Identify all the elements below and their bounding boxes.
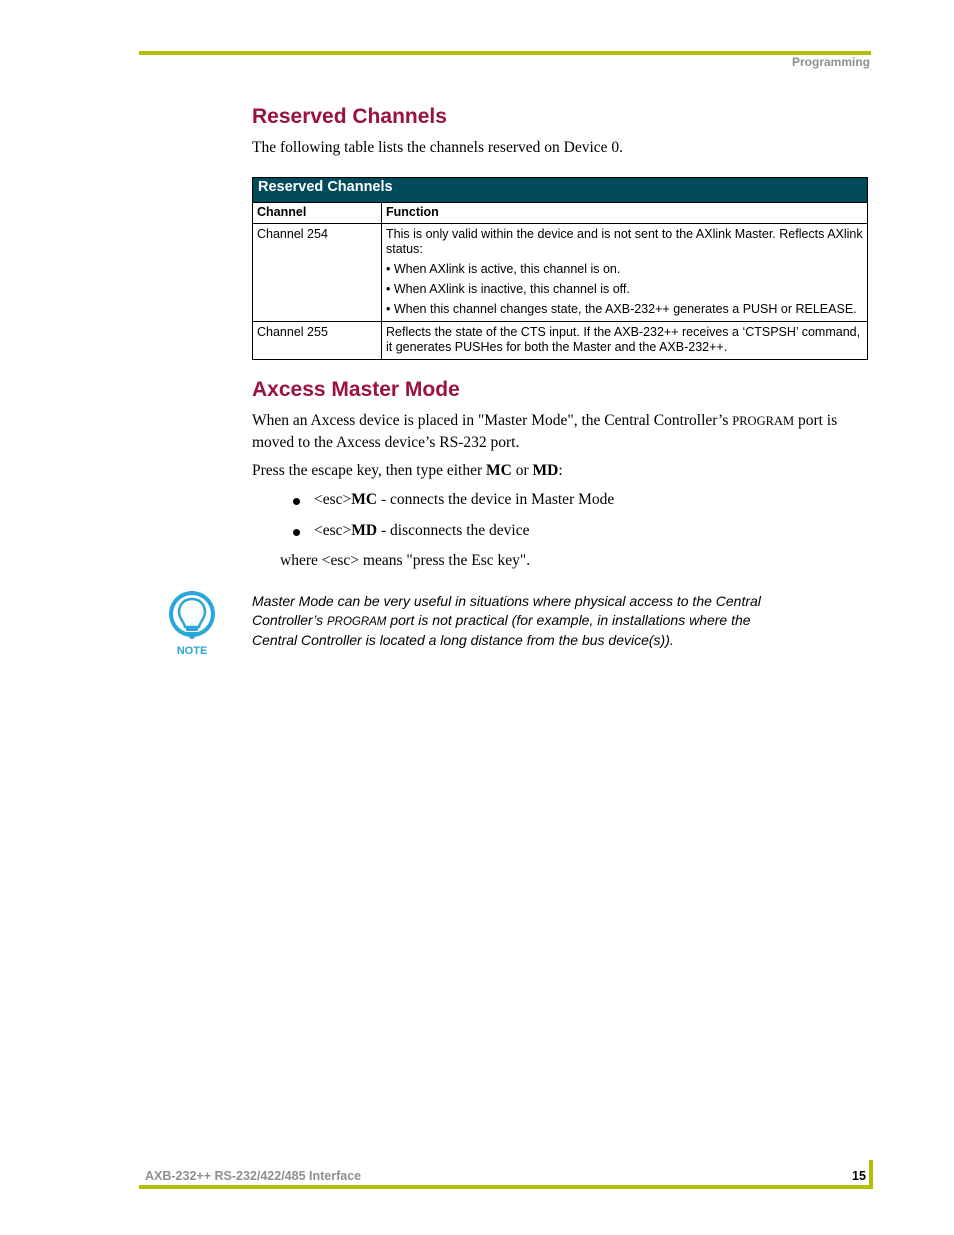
function-cell — [382, 224, 868, 322]
header-rule — [139, 51, 871, 55]
column-header-channel: Channel — [253, 203, 382, 224]
md-command: MD — [532, 462, 559, 479]
program-port-smallcaps: PROGRAM — [732, 414, 795, 428]
reserved-channels-heading: Reserved Channels — [252, 105, 447, 128]
function-text: This is only valid within the device and is not sent to the AXlink Master. Reflects AXlink status: — [386, 227, 863, 256]
channel-cell: Channel 254 — [253, 224, 382, 322]
esc-prefix: <esc> — [314, 491, 352, 508]
mc-command: MC — [486, 462, 512, 479]
paragraph-text: : — [558, 462, 563, 479]
paragraph-text: or — [511, 462, 533, 479]
reserved-intro: The following table lists the channels reserved on Device 0. — [252, 139, 624, 156]
command-code: MC — [351, 491, 378, 508]
esc-prefix: <esc> — [314, 522, 352, 539]
master-mode-paragraph — [252, 410, 862, 454]
list-item-text — [314, 522, 529, 540]
function-bullet: • When AXlink is inactive, this channel is off. — [386, 282, 630, 296]
page-number: 15 — [852, 1169, 866, 1183]
note-text — [252, 592, 792, 650]
footer-document-title: AXB-232++ RS-232/422/485 Interface — [145, 1169, 362, 1183]
note-lightbulb-icon — [164, 589, 222, 659]
function-bullet: • When AXlink is active, this channel is on. — [386, 262, 621, 276]
command-code: MD — [351, 522, 378, 539]
axcess-master-mode-heading: Axcess Master Mode — [252, 378, 460, 401]
header-section-label: Programming — [791, 55, 870, 69]
command-description: - connects the device in Master Mode — [377, 491, 615, 508]
escape-key-paragraph — [252, 460, 563, 482]
table-row — [253, 322, 868, 360]
column-header-function: Function — [382, 203, 868, 224]
footer-rule — [139, 1185, 871, 1189]
program-port-smallcaps: PROGRAM — [326, 615, 387, 628]
command-description: - disconnects the device — [377, 522, 530, 539]
table-title: Reserved Channels — [253, 178, 868, 203]
function-text: Reflects the state of the CTS input. If the AXB-232++ receives a ‘CTSPSH’ command, it generates PUSHes for both the Master and the AXB-232++. — [386, 325, 861, 354]
table-row — [253, 224, 868, 322]
channel-cell: Channel 255 — [253, 322, 382, 360]
paragraph-text: Press the escape key, then type either — [252, 462, 486, 479]
function-bullet: • When this channel changes state, the AXB-232++ generates a PUSH or RELEASE. — [386, 302, 857, 316]
paragraph-text: When an Axcess device is placed in "Master Mode", the Central Controller’s — [252, 412, 733, 429]
note-icon-label: NOTE — [176, 645, 208, 657]
reserved-channels-table — [252, 177, 868, 360]
where-esc-note: where <esc> means "press the Esc key". — [280, 552, 531, 569]
paragraph-text: port is moved to the Axcess device’s RS-232 port. — [252, 412, 838, 451]
note-text-part: port is not practical (for example, in installations where the Central Controller is located a long distance from the bus device(s)). — [252, 611, 751, 648]
list-item-text — [314, 491, 614, 509]
note-text-part: Master Mode can be very useful in situations where physical access to the Central Controller’s — [252, 593, 761, 628]
bullet-icon — [293, 529, 300, 536]
bullet-icon — [293, 498, 300, 505]
function-cell — [382, 322, 868, 360]
